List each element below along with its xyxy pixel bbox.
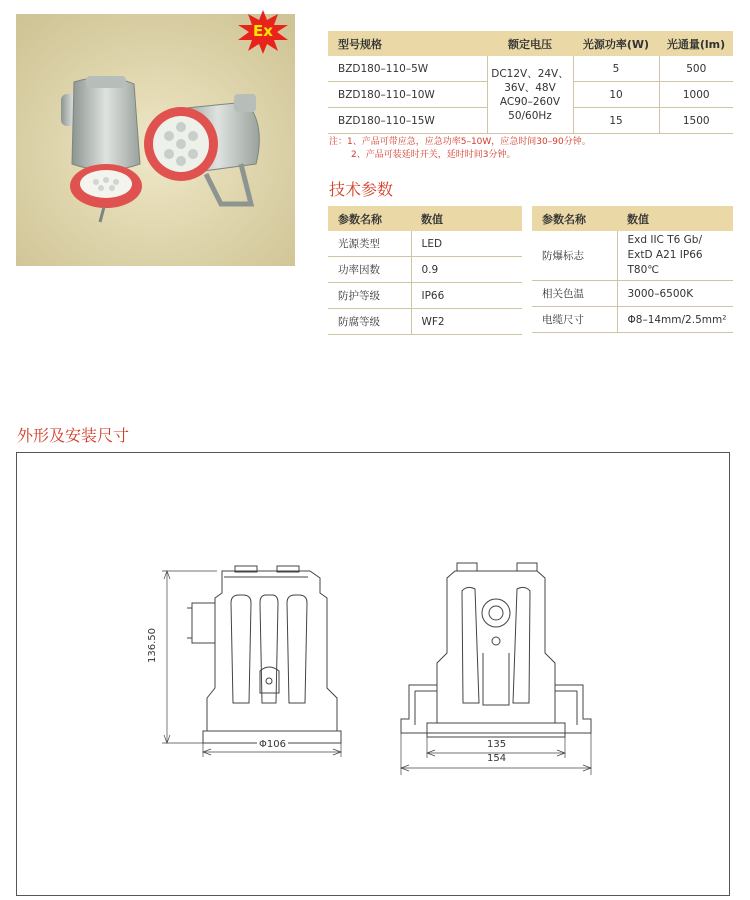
table-row: 相关色温 3000–6500K bbox=[532, 281, 733, 307]
spec-table bbox=[328, 31, 733, 134]
col-flux: 光通量(lm) bbox=[659, 31, 733, 56]
diameter-dimension: Φ106 bbox=[259, 739, 286, 750]
voltage-cell: DC12V、24V、 36V、48V AC90–260V 50/60Hz bbox=[487, 56, 573, 134]
col-voltage: 额定电压 bbox=[487, 31, 573, 56]
ex-badge-text: Ex bbox=[253, 22, 273, 40]
note-1: 注：1、产品可带应急，应急功率5–10W，应急时间30–90分钟。 bbox=[329, 137, 591, 147]
height-dimension: 136.50 bbox=[147, 628, 158, 663]
table-row: BZD180–110–5W DC12V、24V、 36V、48V AC90–260V 50/60Hz 5 500 bbox=[328, 56, 733, 82]
table-row: BZD180–110–15W 15 1500 bbox=[328, 108, 733, 134]
table-row: 光源类型 LED bbox=[328, 231, 522, 257]
dimensions-title: 外形及安装尺寸 bbox=[17, 426, 130, 445]
table-row: 电缆尺寸 Φ8–14mm/2.5mm² bbox=[532, 307, 733, 333]
table-row: BZD180–110–10W 10 1000 bbox=[328, 82, 733, 108]
col-model: 型号规格 bbox=[328, 31, 487, 56]
col-power: 光源功率(W) bbox=[573, 31, 659, 56]
notes bbox=[329, 136, 591, 162]
table-row: 功率因数 0.9 bbox=[328, 257, 522, 283]
table-row: 防护等级 IP66 bbox=[328, 283, 522, 309]
inner-width-dimension: 135 bbox=[487, 739, 507, 750]
params-table-left: 参数名称 数值 光源类型 LED 功率因数 0.9 防护等级 IP66 防腐等级 WF2 bbox=[328, 206, 522, 335]
params-table-right: 参数名称 数值 防爆标志 Exd IIC T6 Gb/ ExtD A21 IP66 T80℃ 相关色温 3000–6500K 电缆尺寸 Φ8–14mm/2.5mm² bbox=[532, 206, 733, 333]
note-2: 2、产品可装延时开关，延时时间3分钟。 bbox=[351, 150, 516, 160]
outer-width-dimension: 154 bbox=[487, 753, 507, 764]
table-row: 防爆标志 Exd IIC T6 Gb/ ExtD A21 IP66 T80℃ bbox=[532, 231, 733, 281]
tech-params-title: 技术参数 bbox=[329, 180, 394, 199]
ex-badge bbox=[236, 10, 290, 54]
dimension-drawing bbox=[16, 452, 730, 896]
technical-drawing bbox=[17, 453, 729, 895]
table-row: 防腐等级 WF2 bbox=[328, 309, 522, 335]
